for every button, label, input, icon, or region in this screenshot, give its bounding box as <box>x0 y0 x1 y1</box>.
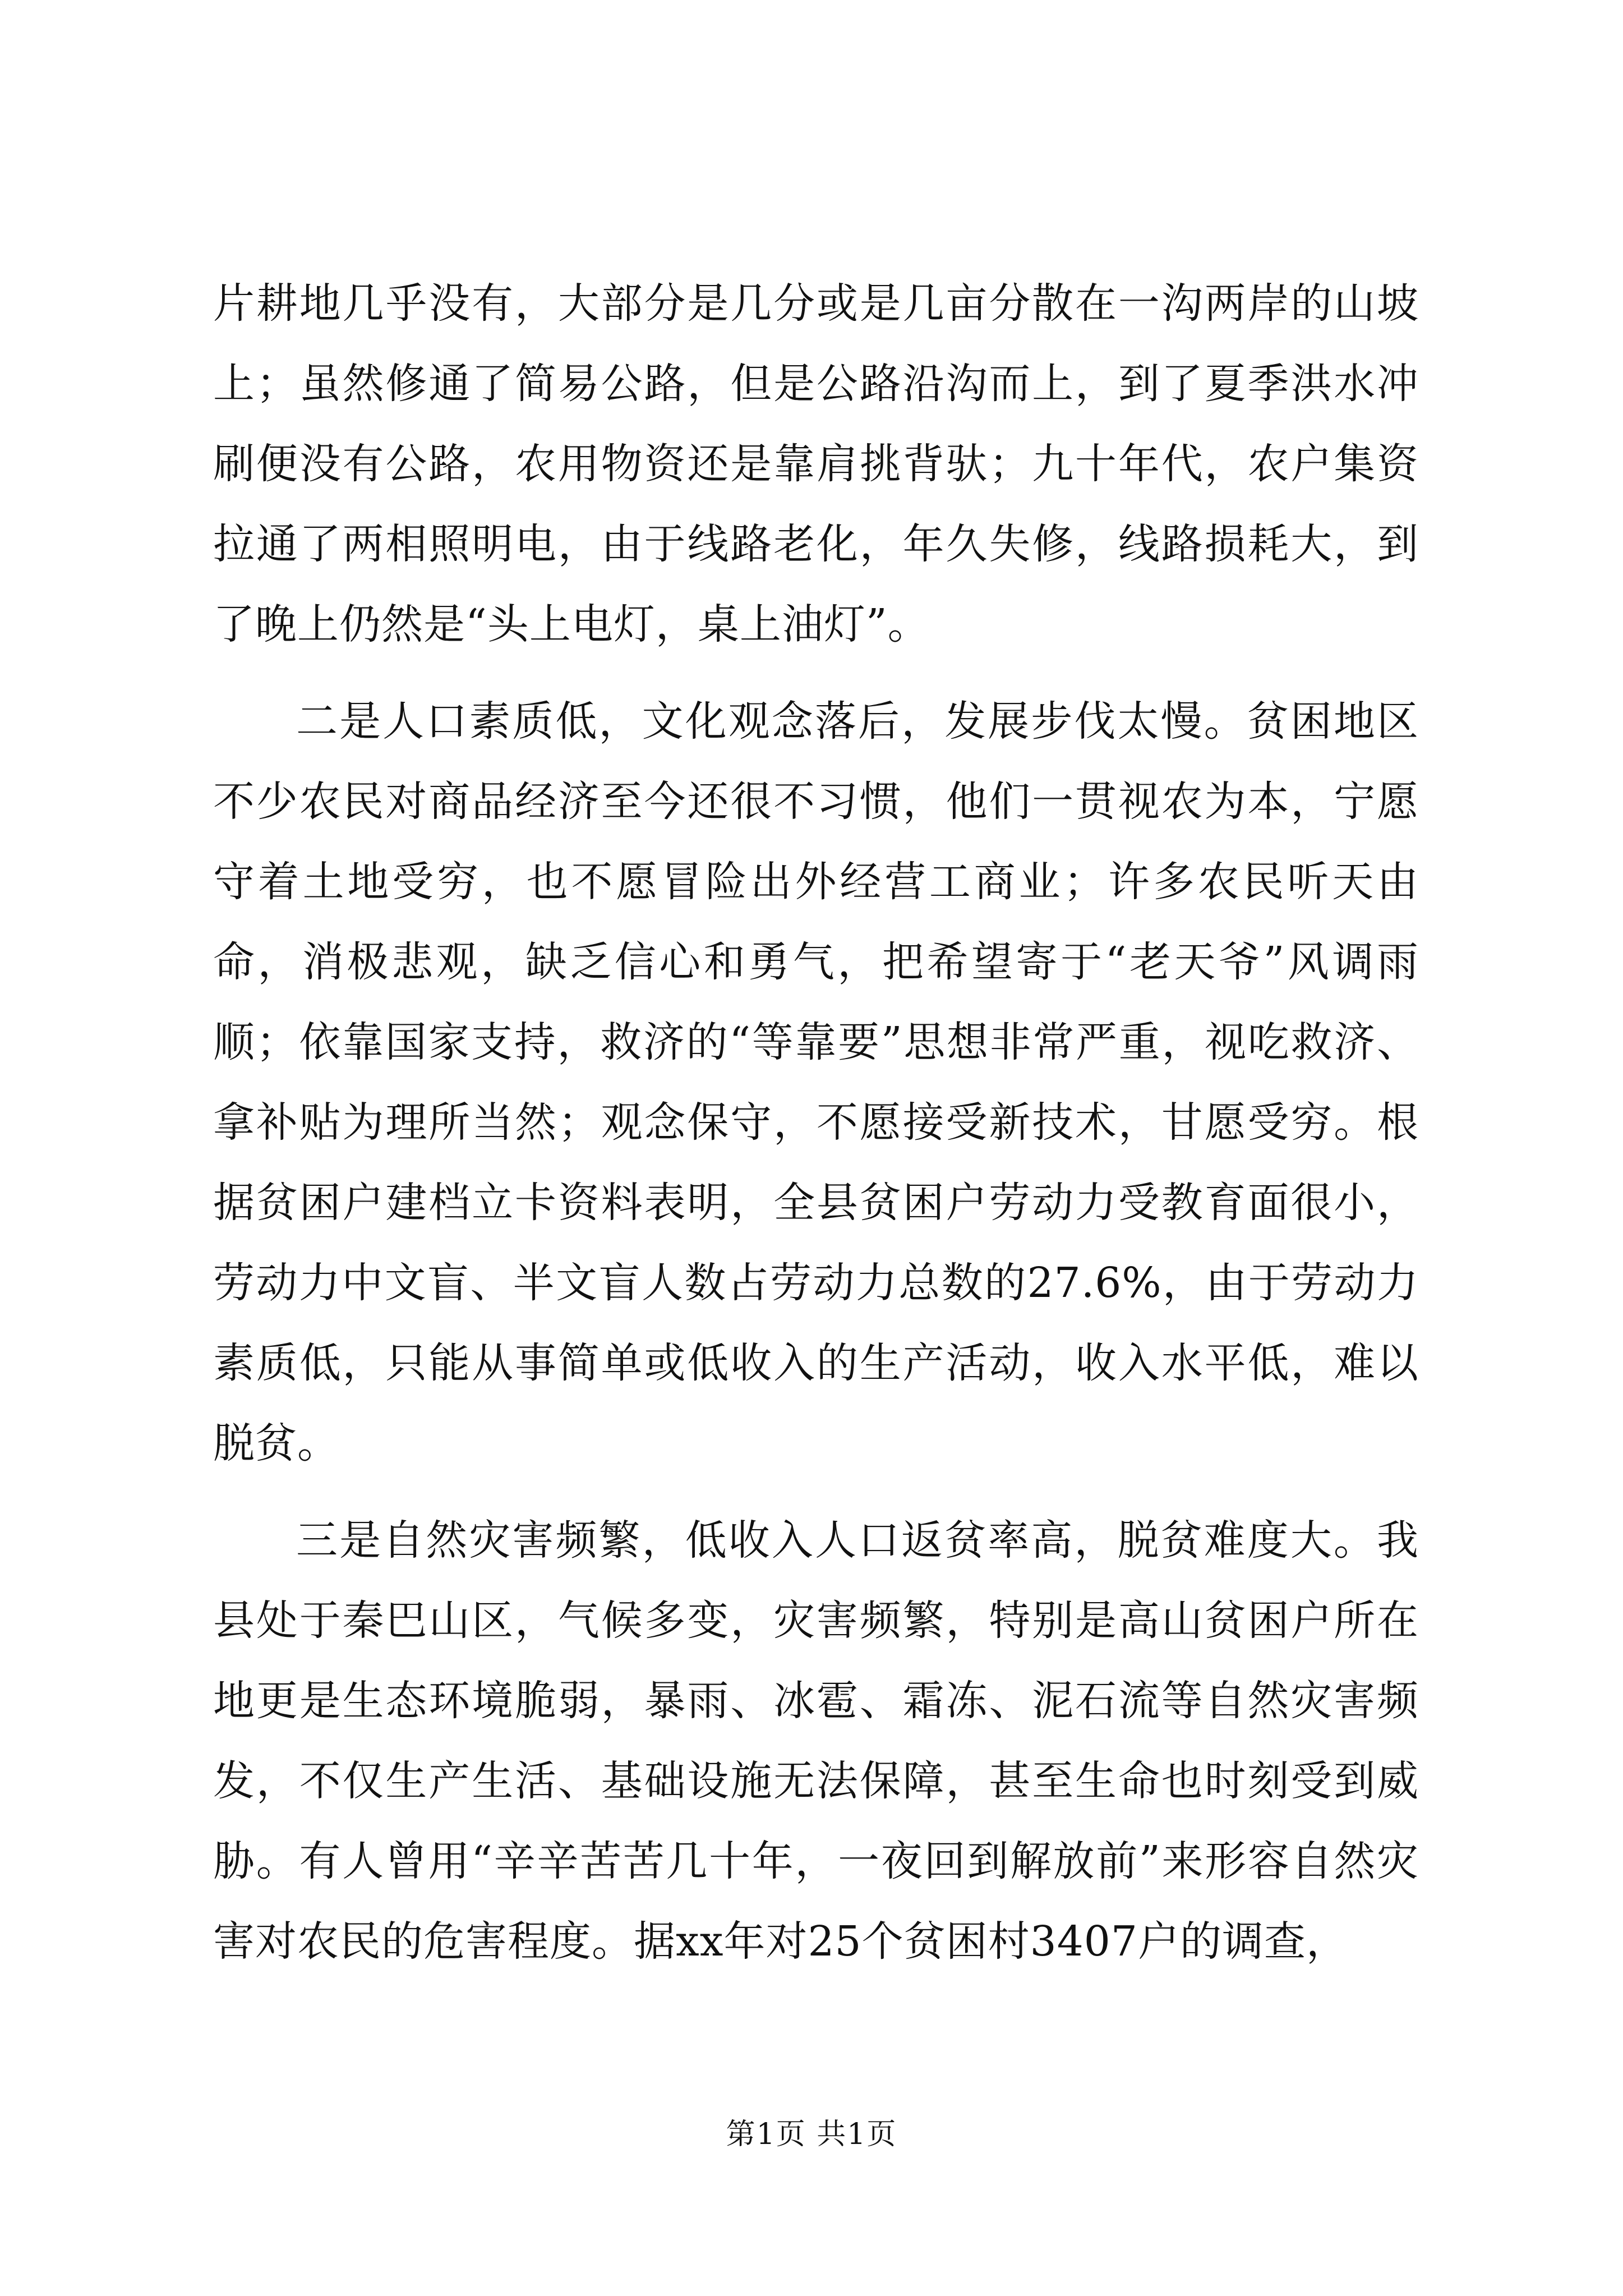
paragraph-continuation: 片耕地几乎没有，大部分是几分或是几亩分散在一沟两岸的山坡上；虽然修通了简易公路，但是公路沿沟而上，到了夏季洪水冲刷便没有公路，农用物资还是靠肩挑背驮；九十年代，农户集资拉通了两相照明电，由于线路老化，年久失修，线路损耗大，到了晚上仍然是“头上电灯，桌上油灯”。 <box>213 279 1419 648</box>
paragraph-natural-disasters: 三是自然灾害频繁，低收入人口返贫率高，脱贫难度大。我县处于秦巴山区，气候多变，灾害频繁，特别是高山贫困户所在地更是生态环境脆弱，暴雨、冰雹、霜冻、泥石流等自然灾害频发，不仅生产生活、基础设施无法保障，甚至生命也时刻受到威胁。有人曾用“辛辛苦苦几十年，一夜回到解放前”来形容自然灾害对农民的危害程度。据xx年对25个贫困村3407户的调查， <box>213 1516 1419 1966</box>
document-body <box>213 264 1419 1982</box>
page-footer: 第1页 共1页 <box>726 2118 897 2151</box>
paragraph-population-quality: 二是人口素质低，文化观念落后，发展步伐太慢。贫困地区不少农民对商品经济至今还很不习惯，他们一贯视农为本，宁愿守着土地受穷，也不愿冒险出外经营工商业；许多农民听天由命，消极悲观，缺乏信心和勇气，把希望寄于“老天爷”风调雨顺；依靠国家支持，救济的“等靠要”思想非常严重，视吃救济、拿补贴为理所当然；观念保守，不愿接受新技术，甘愿受穷。根据贫困户建档立卡资料表明，全县贫困户劳动力受教育面很小，劳动力中文盲、半文盲人数占劳动力总数的27.6%，由于劳动力素质低，只能从事简单或低收入的生产活动，收入水平低，难以脱贫。 <box>213 697 1419 1467</box>
